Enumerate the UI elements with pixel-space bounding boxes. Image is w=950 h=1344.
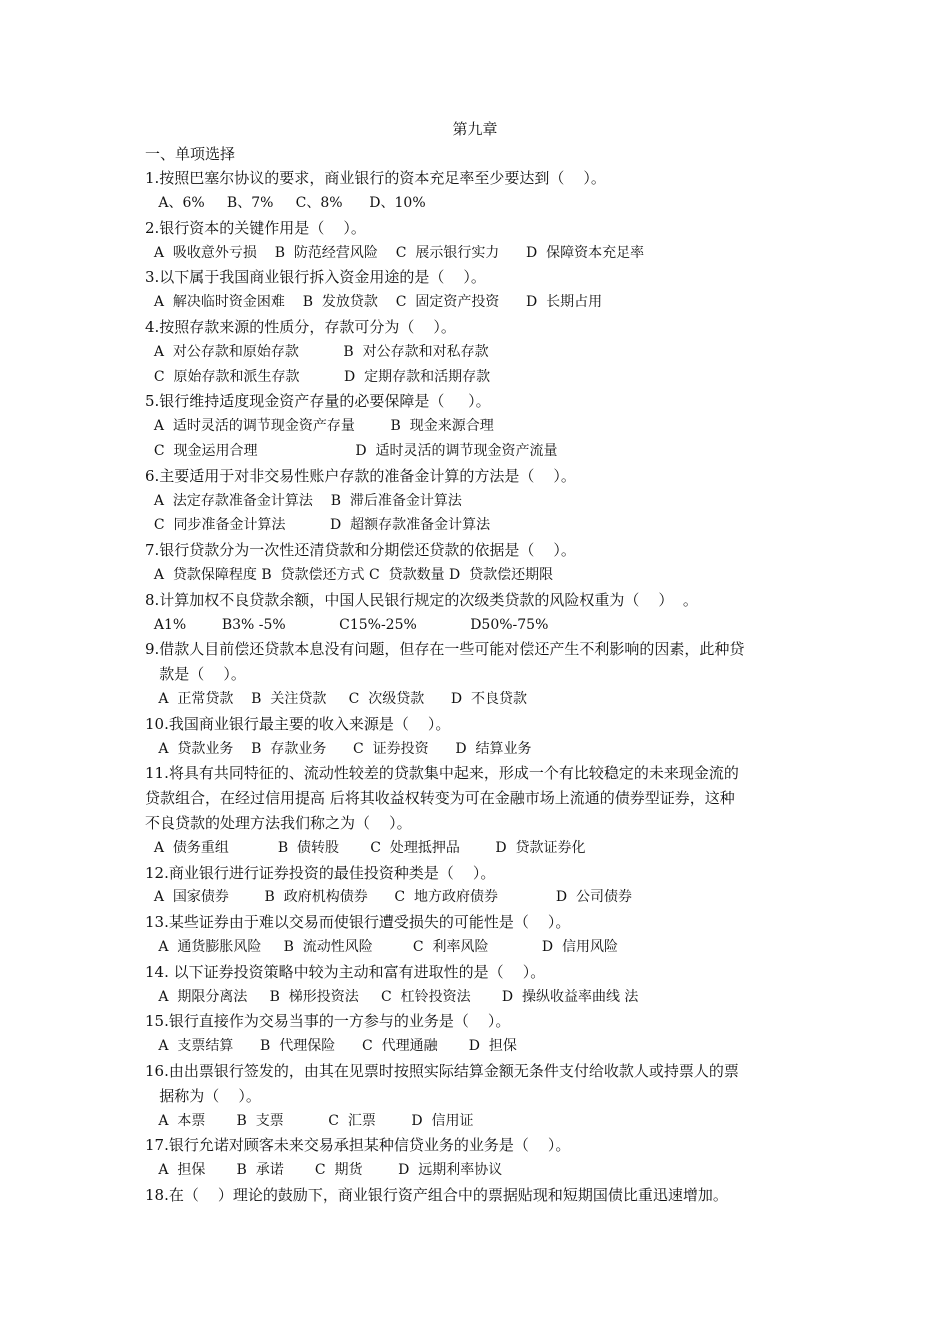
option-line: A 贷款保障程度 B 贷款偿还方式 C 贷款数量 D 贷款偿还期限 — [145, 567, 554, 583]
question-line: 6.主要适用于对非交易性账户存款的准备金计算的方法是（ ）。 — [145, 467, 576, 485]
option-line: A 贷款业务 B 存款业务 C 证券投资 D 结算业务 — [145, 741, 532, 757]
question-line: 10.我国商业银行最主要的收入来源是（ ）。 — [145, 715, 451, 733]
question-line: 14. 以下证券投资策略中较为主动和富有进取性的是（ ）。 — [145, 963, 546, 981]
question-line: 17.银行允诺对顾客未来交易承担某种信贷业务的业务是（ ）。 — [145, 1136, 571, 1154]
question-line: 据称为（ ）。 — [145, 1087, 261, 1105]
question-line: 7.银行贷款分为一次性还清贷款和分期偿还贷款的依据是（ ）。 — [145, 541, 576, 559]
section-heading: 一、单项选择 — [145, 145, 236, 163]
question-line: 不良贷款的处理方法我们称之为（ ）。 — [145, 814, 412, 832]
question-line: 3.以下属于我国商业银行拆入资金用途的是（ ）。 — [145, 268, 486, 286]
option-line: A 通货膨胀风险 B 流动性风险 C 利率风险 D 信用风险 — [145, 939, 618, 955]
question-line: 8.计算加权不良贷款余额，中国人民银行规定的次级类贷款的风险权重为（ ） 。 — [145, 591, 698, 609]
question-line: 15.银行直接作为交易当事的一方参与的业务是（ ）。 — [145, 1012, 511, 1030]
question-line: 2.银行资本的关键作用是（ ）。 — [145, 219, 366, 237]
option-line: C 原始存款和派生存款 D 定期存款和活期存款 — [145, 369, 491, 385]
option-line: A 债务重组 B 债转股 C 处理抵押品 D 贷款证券化 — [145, 840, 586, 856]
question-line: 贷款组合，在经过信用提高 后将其收益权转变为可在金融市场上流通的债券型证券，这种 — [145, 789, 735, 807]
option-line: A 期限分离法 B 梯形投资法 C 杠铃投资法 D 操纵收益率曲线 法 — [145, 989, 639, 1005]
question-line: 5.银行维持适度现金资产存量的必要保障是（ ）。 — [145, 392, 491, 410]
option-line: A 本票 B 支票 C 汇票 D 信用证 — [145, 1113, 474, 1129]
option-line: C 同步准备金计算法 D 超额存款准备金计算法 — [145, 517, 491, 533]
question-line: 11.将具有共同特征的、流动性较差的贷款集中起来，形成一个有比较稳定的未来现金流的 — [145, 764, 739, 782]
question-line: 18.在（ ）理论的鼓励下，商业银行资产组合中的票据贴现和短期国债比重迅速增加。 — [145, 1186, 728, 1204]
question-line: 4.按照存款来源的性质分，存款可分为（ ）。 — [145, 318, 456, 336]
option-line: A 正常贷款 B 关注贷款 C 次级贷款 D 不良贷款 — [145, 691, 528, 707]
option-line: A 担保 B 承诺 C 期货 D 远期利率协议 — [145, 1162, 503, 1178]
question-line: 12.商业银行进行证券投资的最佳投资种类是（ ）。 — [145, 864, 496, 882]
option-line: A、6% B、7% C、8% D、10% — [145, 195, 426, 211]
question-line: 13.某些证券由于难以交易而使银行遭受损失的可能性是（ ）。 — [145, 913, 571, 931]
option-line: A 国家债券 B 政府机构债券 C 地方政府债券 D 公司债券 — [145, 889, 632, 905]
option-line: A 支票结算 B 代理保险 C 代理通融 D 担保 — [145, 1038, 517, 1054]
question-line: 1.按照巴塞尔协议的要求，商业银行的资本充足率至少要达到（ ）。 — [145, 169, 606, 187]
question-line: 16.由出票银行签发的，由其在见票时按照实际结算金额无条件支付给收款人或持票人的票 — [145, 1062, 739, 1080]
option-line: C 现金运用合理 D 适时灵活的调节现金资产流量 — [145, 443, 558, 459]
option-line: A 对公存款和原始存款 B 对公存款和对私存款 — [145, 344, 489, 360]
option-line: A1% B3% -5% C15%-25% D50%-75% — [145, 617, 549, 633]
option-line: A 适时灵活的调节现金资产存量 B 现金来源合理 — [145, 418, 494, 434]
question-line: 9.借款人目前偿还贷款本息没有问题，但存在一些可能对偿还产生不利影响的因素，此种贷 — [145, 640, 745, 658]
option-line: A 解决临时资金困难 B 发放贷款 C 固定资产投资 D 长期占用 — [145, 294, 603, 310]
option-line: A 法定存款准备金计算法 B 滞后准备金计算法 — [145, 493, 462, 509]
chapter-title: 第九章 — [452, 120, 498, 138]
option-line: A 吸收意外亏损 B 防范经营风险 C 展示银行实力 D 保障资本充足率 — [145, 245, 645, 261]
question-line: 款是（ ）。 — [145, 665, 246, 683]
